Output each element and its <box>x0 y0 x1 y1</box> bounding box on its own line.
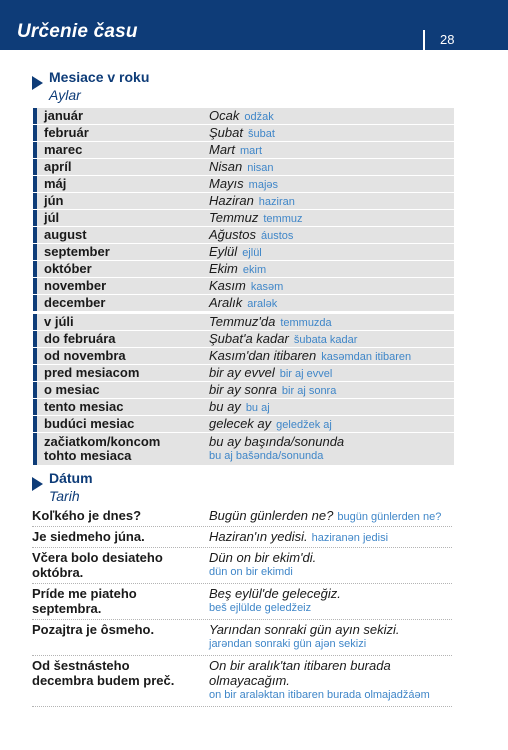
table-row <box>33 244 454 260</box>
section-subtitle: Tarih <box>49 488 80 504</box>
turkish-term: Temmuz'da temmuzda <box>209 314 332 329</box>
table-row <box>33 399 454 415</box>
table-row <box>33 295 454 311</box>
phrase-row <box>32 527 452 548</box>
turkish-line: olmayacağım. <box>209 673 290 688</box>
header-divider <box>423 30 425 50</box>
turkish-term: Mart mart <box>209 142 262 157</box>
pronunciation: temmuzda <box>280 317 332 329</box>
turkish-term: Kasım'dan itibaren kasəmdan itibaren <box>209 348 412 363</box>
pronunciation: geledžek aj <box>276 419 332 431</box>
table-row <box>33 416 454 432</box>
turkish-phrase <box>209 550 459 580</box>
turkish-term <box>209 435 344 463</box>
table-row <box>33 365 454 381</box>
slovak-term: v júli <box>44 314 74 329</box>
pronunciation: bu aj bašənda/sonunda <box>209 450 324 462</box>
months-table <box>33 108 454 312</box>
slovak-line: Včera bolo desiateho <box>32 550 163 565</box>
table-row <box>33 142 454 158</box>
pronunciation: dün on bir ekimdi <box>209 566 293 578</box>
pronunciation: odžak <box>244 111 274 123</box>
table-row <box>33 210 454 226</box>
slovak-line: tohto mesiaca <box>44 448 132 463</box>
turkish-line: Haziran'ın yedisi. <box>209 529 308 544</box>
slovak-term: apríl <box>44 159 72 174</box>
section-arrow-icon <box>32 76 43 90</box>
section-title: Dátum <box>49 470 93 486</box>
table-row <box>33 278 454 294</box>
table-row <box>33 314 454 330</box>
table-row <box>33 176 454 192</box>
pronunciation: haziranən jedisi <box>311 532 389 544</box>
slovak-term: jún <box>44 193 64 208</box>
slovak-term <box>44 435 160 463</box>
table-row <box>33 261 454 277</box>
table-row <box>33 348 454 364</box>
slovak-line: začiatkom/koncom <box>44 434 161 449</box>
slovak-line: Od šestnásteho <box>32 658 130 673</box>
pronunciation: kasəm <box>250 281 284 293</box>
phrase-row <box>32 506 452 527</box>
phrase-row <box>32 548 452 584</box>
pronunciation: ejlül <box>242 247 262 259</box>
pronunciation: šubat <box>247 128 275 140</box>
slovak-term: november <box>44 278 107 293</box>
slovak-phrase <box>32 658 202 688</box>
pronunciation: šubata kadar <box>293 334 358 346</box>
slovak-line: Pozajtra je ôsmeho. <box>32 622 155 637</box>
slovak-term: budúci mesiac <box>44 416 135 431</box>
pronunciation: ekim <box>242 264 267 276</box>
pronunciation: áustos <box>260 230 294 242</box>
table-row <box>33 331 454 347</box>
turkish-term: Mayıs majəs <box>209 176 279 191</box>
slovak-term: tento mesiac <box>44 399 124 414</box>
slovak-phrase <box>32 586 202 616</box>
slovak-term: od novembra <box>44 348 126 363</box>
pronunciation: on bir araləktan itibaren burada olmajadžáəm <box>209 689 430 701</box>
turkish-phrase <box>209 586 459 616</box>
turkish-term: Eylül ejlül <box>209 244 262 259</box>
slovak-term: júl <box>44 210 60 225</box>
pronunciation: temmuz <box>263 213 303 225</box>
slovak-term: august <box>44 227 87 242</box>
phrase-row <box>32 620 452 656</box>
pronunciation: nisan <box>247 162 274 174</box>
pronunciation: mart <box>240 145 262 157</box>
turkish-term: Şubat'a kadar šubata kadar <box>209 331 358 346</box>
slovak-line: októbra. <box>32 565 84 580</box>
table-row <box>33 108 454 124</box>
turkish-line: Yarından sonraki gün ayın sekizi. <box>209 622 400 637</box>
page-title: Určenie času <box>17 21 138 42</box>
slovak-term: február <box>44 125 89 140</box>
slovak-line: Príde me piateho <box>32 586 137 601</box>
slovak-line: Je siedmeho júna. <box>32 529 145 544</box>
turkish-term: Ocak odžak <box>209 108 274 123</box>
turkish-term: Ekim ekim <box>209 261 267 276</box>
phrase-row <box>32 656 452 707</box>
turkish-term: bir ay evvel bir aj evvel <box>209 365 333 380</box>
turkish-term: gelecek ay geledžek aj <box>209 416 332 431</box>
pronunciation: aralək <box>247 298 278 310</box>
turkish-phrase <box>209 622 459 652</box>
turkish-phrase <box>209 658 459 703</box>
turkish-term: Nisan nisan <box>209 159 274 174</box>
turkish-line: On bir aralık'tan itibaren burada <box>209 658 391 673</box>
turkish-term: Kasım kasəm <box>209 278 284 293</box>
pronunciation: majəs <box>248 179 279 191</box>
slovak-line: septembra. <box>32 601 102 616</box>
slovak-term: december <box>44 295 106 310</box>
row-gap <box>33 465 454 466</box>
slovak-term: marec <box>44 142 83 157</box>
turkish-phrase <box>209 508 459 525</box>
slovak-term: máj <box>44 176 67 191</box>
section-subtitle: Aylar <box>49 87 81 103</box>
turkish-term: Aralık aralək <box>209 295 278 310</box>
table-row <box>33 382 454 398</box>
pronunciation: bir aj sonra <box>281 385 337 397</box>
section-arrow-icon <box>32 477 43 491</box>
slovak-line: Koľkého je dnes? <box>32 508 142 523</box>
turkish-line: Beş eylül'de geleceğiz. <box>209 586 341 601</box>
slovak-term: september <box>44 244 110 259</box>
slovak-term: január <box>44 108 84 123</box>
table-row <box>33 159 454 175</box>
turkish-term: Ağustos áustos <box>209 227 294 242</box>
slovak-term: do februára <box>44 331 116 346</box>
pronunciation: kasəmdan itibaren <box>321 351 412 363</box>
turkish-line: bu ay başında/sonunda <box>209 434 345 449</box>
turkish-line: Bugün günlerden ne? <box>209 508 334 523</box>
turkish-term: bu ay bu aj <box>209 399 270 414</box>
table-row <box>33 193 454 209</box>
page-header <box>0 0 508 50</box>
slovak-phrase <box>32 508 202 523</box>
slovak-phrase <box>32 529 202 544</box>
phrase-row <box>32 584 452 620</box>
slovak-term: pred mesiacom <box>44 365 140 380</box>
turkish-term: Temmuz temmuz <box>209 210 303 225</box>
slovak-phrase <box>32 550 202 580</box>
page-number: 28 <box>440 32 455 47</box>
phrase-list <box>32 506 452 707</box>
slovak-line: decembra budem preč. <box>32 673 175 688</box>
pronunciation: jarəndan sonraki gün ajən sekizi <box>209 638 367 650</box>
table-row <box>33 125 454 141</box>
pronunciation: bir aj evvel <box>279 368 333 380</box>
pronunciation: beš ejlülde geledžeiz <box>209 602 312 614</box>
turkish-line: Dün on bir ekim'di. <box>209 550 317 565</box>
turkish-phrase <box>209 529 459 546</box>
section-title: Mesiace v roku <box>49 69 150 85</box>
turkish-term: Şubat šubat <box>209 125 275 140</box>
pronunciation: bu aj <box>245 402 270 414</box>
pronunciation: bugün günlerden ne? <box>337 511 442 523</box>
pronunciation: haziran <box>258 196 295 208</box>
table-row <box>33 227 454 243</box>
slovak-phrase <box>32 622 202 637</box>
slovak-term: október <box>44 261 92 276</box>
slovak-term: o mesiac <box>44 382 100 397</box>
table-row <box>33 433 454 465</box>
turkish-term: bir ay sonra bir aj sonra <box>209 382 337 397</box>
expressions-table <box>33 314 454 466</box>
turkish-term: Haziran haziran <box>209 193 295 208</box>
